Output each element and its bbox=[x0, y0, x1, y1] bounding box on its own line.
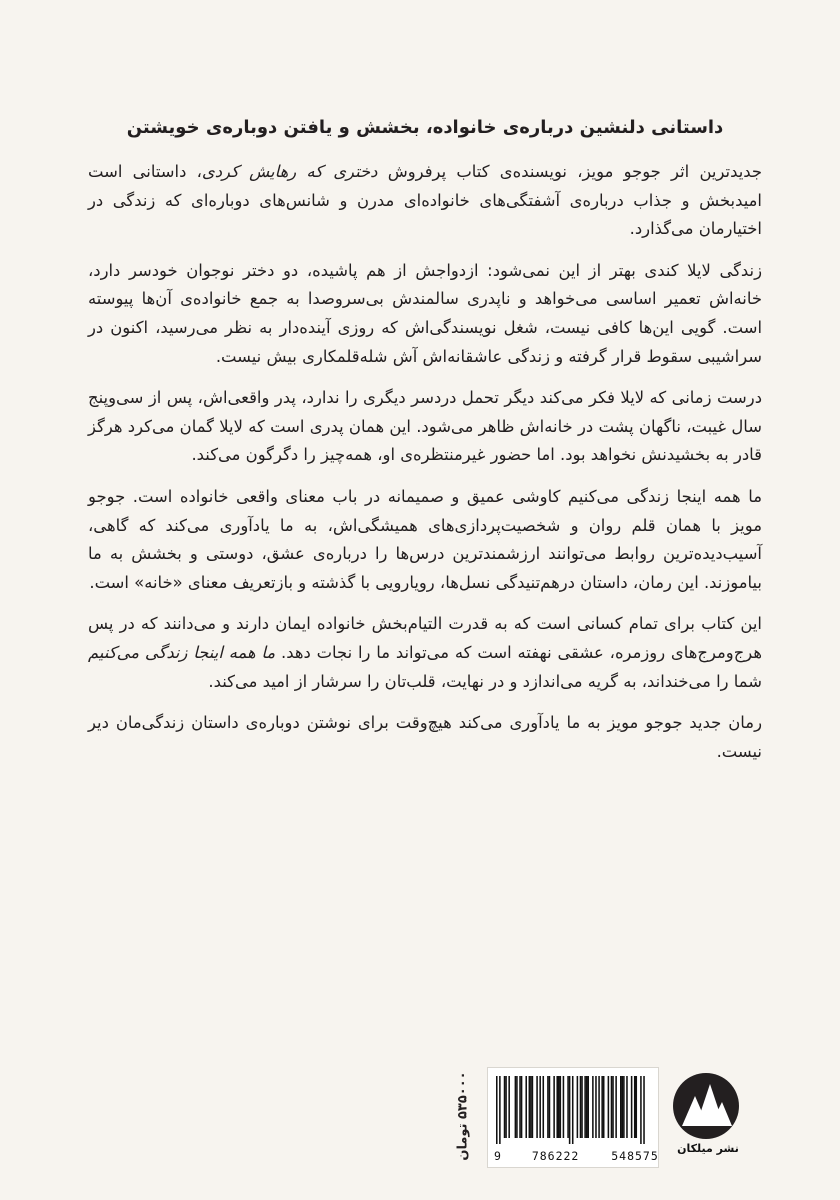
barcode-bar bbox=[595, 1076, 597, 1138]
barcode-bar bbox=[504, 1076, 506, 1138]
barcode-bar bbox=[515, 1076, 517, 1138]
barcode-bar bbox=[622, 1076, 624, 1138]
barcode-bar bbox=[643, 1076, 645, 1144]
barcode-bar bbox=[516, 1076, 518, 1138]
barcode-bar bbox=[556, 1076, 558, 1138]
barcode-bar bbox=[560, 1076, 562, 1138]
book-title-italic: دختری که رهایش کردی bbox=[201, 162, 378, 181]
price-label: ۵۳۵۰۰۰ تومان bbox=[455, 1071, 471, 1161]
barcode-bar bbox=[563, 1076, 565, 1138]
barcode-bar bbox=[592, 1076, 594, 1138]
barcode-bars bbox=[496, 1076, 650, 1144]
barcode-bar bbox=[543, 1076, 545, 1138]
barcode-bar bbox=[530, 1076, 532, 1138]
barcode-bar bbox=[608, 1076, 610, 1138]
publisher-name: نشر میلکان bbox=[677, 1142, 739, 1155]
barcode-bar bbox=[508, 1076, 510, 1138]
barcode-bar bbox=[634, 1076, 636, 1138]
barcode-bar bbox=[505, 1076, 507, 1138]
blurb-paragraph-1: جدیدترین اثر جوجو مویز، نویسنده‌ی کتاب پرفروش دختری که رهایش کردی، داستانی است امیدبخش و جذاب درباره‌ی آشفتگی‌های خانواده‌ای مدرن و شانس‌های دوباره‌ای که زندگی در اختیارمان می‌گذارد. bbox=[88, 162, 762, 239]
barcode-bar bbox=[558, 1076, 560, 1138]
book-title-italic: ما همه اینجا زندگی می‌کنیم bbox=[88, 642, 276, 662]
barcode-bar bbox=[603, 1076, 605, 1138]
barcode-bar bbox=[612, 1076, 614, 1138]
barcode-bar bbox=[640, 1076, 642, 1144]
barcode-bar bbox=[499, 1076, 501, 1144]
barcode-bar bbox=[549, 1076, 551, 1138]
barcode-bar bbox=[532, 1076, 534, 1138]
isbn-number: 9 786222 548575 bbox=[494, 1149, 659, 1163]
blurb-heading: داستانی دلنشین درباره‌ی خانواده، بخشش و یافتن دوباره‌ی خویشتن bbox=[126, 117, 724, 138]
blurb-paragraph-6: رمان جدید جوجو مویز به ما یادآوری می‌کند هیچ‌وقت برای نوشتن دوباره‌ی داستان زندگی‌مان دیر نیست. bbox=[88, 713, 762, 761]
barcode-bar bbox=[567, 1076, 569, 1138]
barcode-bar bbox=[547, 1076, 549, 1138]
barcode-bar bbox=[636, 1076, 638, 1138]
barcode-bar bbox=[586, 1076, 588, 1138]
blurb-paragraph-2: زندگی لایلا کندی بهتر از این نمی‌شود: ازدواجش از هم پاشیده، دو دختر نوجوان خودسر دارد، خانه‌اش تعمیر اساسی می‌خواهد و ناپدری سالمندش بی‌سروصدا به جمع خانواده‌ی آن‌ها پیوسته است. گویی این‌ها کافی نیست، شغل نویسندگی‌اش که روزی آینده‌دار به نظر می‌رسید، اکنون در سراشیبی سقوط قرار گرفته و زندگی عاشقانه‌اش آش شله‌قلمکاری بیش نیست. bbox=[88, 260, 762, 366]
blurb-paragraph-4: ما همه اینجا زندگی می‌کنیم کاوشی عمیق و صمیمانه در باب معنای واقعی خانواده است. جوجو مویز با همان قلم روان و شخصیت‌پردازی‌های همیشگی‌اش، به ما یادآوری می‌کند که گاهی، آسیب‌دیده‌ترین روابط می‌توانند ارزشمندترین درس‌ها را درباره‌ی عشق، دوستی و بخشش به ما بیاموزند. این رمان، داستان درهم‌تنیدگی نسل‌ها، رویارویی با گذشته و بازتعریف معنای «خانه» است. bbox=[88, 486, 762, 592]
barcode-bar bbox=[577, 1076, 579, 1138]
barcode-bar bbox=[496, 1076, 498, 1144]
barcode-bar bbox=[581, 1076, 583, 1138]
barcode-bar bbox=[620, 1076, 622, 1138]
barcode-bar bbox=[539, 1076, 541, 1138]
barcode-bar bbox=[580, 1076, 582, 1138]
blurb-content bbox=[88, 112, 762, 779]
barcode-bar bbox=[626, 1076, 628, 1138]
barcode-bar bbox=[525, 1076, 527, 1138]
barcode-bar bbox=[569, 1076, 571, 1144]
barcode-bar bbox=[598, 1076, 600, 1138]
barcode-bar bbox=[521, 1076, 523, 1138]
blurb-paragraph-3: درست زمانی که لایلا فکر می‌کند دیگر تحمل دردسر دیگری را ندارد، پدر واقعی‌اش، پس از سی‌وپنج سال غیبت، ناگهان پشت در خانه‌اش ظاهر می‌شود. این همان پدری است که لایلا گمان می‌کرد هرگز قادر به بخشیدنش نخواهد بود. اما حضور غیرمنتظره‌ی او، همه‌چیز را دگرگون می‌کند. bbox=[88, 388, 762, 465]
barcode-bar bbox=[536, 1076, 538, 1138]
barcode-bar bbox=[601, 1076, 603, 1138]
barcode-bar bbox=[611, 1076, 613, 1138]
blurb-paragraph-5: این کتاب برای تمام کسانی است که به قدرت التیام‌بخش خانواده ایمان دارند و می‌دانند که در پس هرج‌ومرج‌های روزمره، عشقی نهفته است که می‌تواند ما را نجات دهد. ما همه اینجا زندگی می‌کنیم شما را می‌خنداند، به گریه می‌اندازد و در نهایت، قلب‌تان را سرشار از امید می‌کند. bbox=[88, 614, 762, 691]
barcode-bar bbox=[553, 1076, 555, 1138]
barcode-bar bbox=[572, 1076, 574, 1144]
barcode-bar bbox=[587, 1076, 589, 1138]
barcode-bar bbox=[529, 1076, 531, 1138]
barcode-bar bbox=[631, 1076, 633, 1138]
barcode-bar bbox=[623, 1076, 625, 1138]
barcode-bar bbox=[584, 1076, 586, 1138]
barcode-bar bbox=[615, 1076, 617, 1138]
barcode-bar bbox=[519, 1076, 521, 1138]
isbn-barcode bbox=[487, 1067, 659, 1168]
